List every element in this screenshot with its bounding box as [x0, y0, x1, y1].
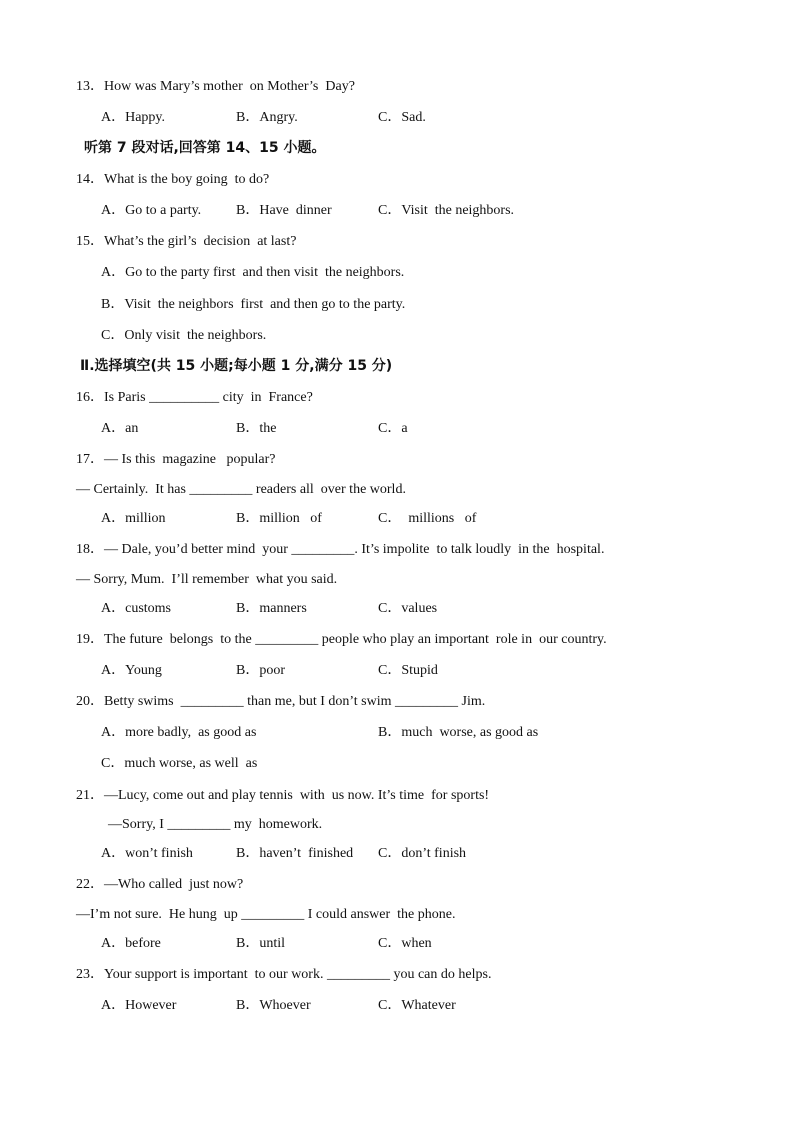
question-16-option-b: B．the	[236, 421, 277, 436]
question-13-option-a: A．Happy.	[101, 110, 166, 125]
question-22-stem: 22．—Who called just now?	[76, 877, 244, 892]
question-23-option-b: B．Whoever	[236, 998, 311, 1013]
question-13-option-c: C．Sad.	[378, 110, 426, 125]
question-15-option-b: B．Visit the neighbors first and then go to the party.	[101, 297, 406, 312]
question-17-stem: 17．— Is this magazine popular?	[76, 452, 276, 467]
question-21-option-b: B．haven’t finished	[236, 846, 354, 861]
question-18-option-b: B．manners	[236, 601, 307, 616]
question-20-option-a: A．more badly, as good as	[101, 725, 257, 740]
question-16-option-a: A．an	[101, 421, 139, 436]
question-20-option-b: B．much worse, as good as	[378, 725, 539, 740]
question-23-option-c: C．Whatever	[378, 998, 456, 1013]
question-22-option-b: B．until	[236, 936, 286, 951]
question-23-stem: 23．Your support is important to our work. _________ you can do helps.	[76, 967, 492, 982]
question-18-option-c: C．values	[378, 601, 438, 616]
question-18-option-a: A．customs	[101, 601, 171, 616]
question-17-option-a: A．million	[101, 511, 166, 526]
question-18-reply: — Sorry, Mum. I’ll remember what you said.	[76, 572, 338, 587]
question-19-stem: 19．The future belongs to the _________ people who play an important role in our country.	[76, 632, 607, 647]
question-23-option-a: A．However	[101, 998, 177, 1013]
question-21-stem: 21．—Lucy, come out and play tennis with us now. It’s time for sports!	[76, 788, 490, 803]
question-13-stem: 13．How was Mary’s mother on Mother’s Day?	[76, 79, 355, 94]
question-14-option-a: A．Go to a party.	[101, 203, 202, 218]
question-14-option-c: C．Visit the neighbors.	[378, 203, 515, 218]
question-16-option-c: C．a	[378, 421, 408, 436]
question-13-option-b: B．Angry.	[236, 110, 298, 125]
question-15-option-a: A．Go to the party first and then visit the neighbors.	[101, 265, 405, 280]
question-16-stem: 16．Is Paris __________ city in France?	[76, 390, 313, 405]
question-19-option-a: A．Young	[101, 663, 162, 678]
question-17-option-c: C． millions of	[378, 511, 477, 526]
question-21-option-c: C．don’t finish	[378, 846, 467, 861]
question-22-reply: —I’m not sure. He hung up _________ I could answer the phone.	[76, 907, 456, 922]
question-22-option-a: A．before	[101, 936, 161, 951]
question-17-reply: — Certainly. It has _________ readers all over the world.	[76, 482, 406, 497]
question-17-option-b: B．million of	[236, 511, 322, 526]
question-21-option-a: A．won’t finish	[101, 846, 193, 861]
question-20-stem: 20．Betty swims _________ than me, but I don’t swim _________ Jim.	[76, 694, 486, 709]
question-22-option-c: C．when	[378, 936, 432, 951]
question-19-option-b: B．poor	[236, 663, 285, 678]
section-dialog-7-heading: 听第 7 段对话,回答第 14、15 小题。	[84, 140, 326, 156]
question-20-option-c: C．much worse, as well as	[101, 756, 258, 771]
section-2-heading: Ⅱ.选择填空(共 15 小题;每小题 1 分,满分 15 分)	[80, 358, 393, 374]
question-21-reply: —Sorry, I _________ my homework.	[108, 817, 323, 832]
question-14-option-b: B．Have dinner	[236, 203, 332, 218]
question-15-option-c: C．Only visit the neighbors.	[101, 328, 267, 343]
question-15-stem: 15．What’s the girl’s decision at last?	[76, 234, 297, 249]
question-18-stem: 18．— Dale, you’d better mind your _________. It’s impolite to talk loudly in the hospital.	[76, 542, 605, 557]
question-14-stem: 14．What is the boy going to do?	[76, 172, 270, 187]
question-19-option-c: C．Stupid	[378, 663, 438, 678]
